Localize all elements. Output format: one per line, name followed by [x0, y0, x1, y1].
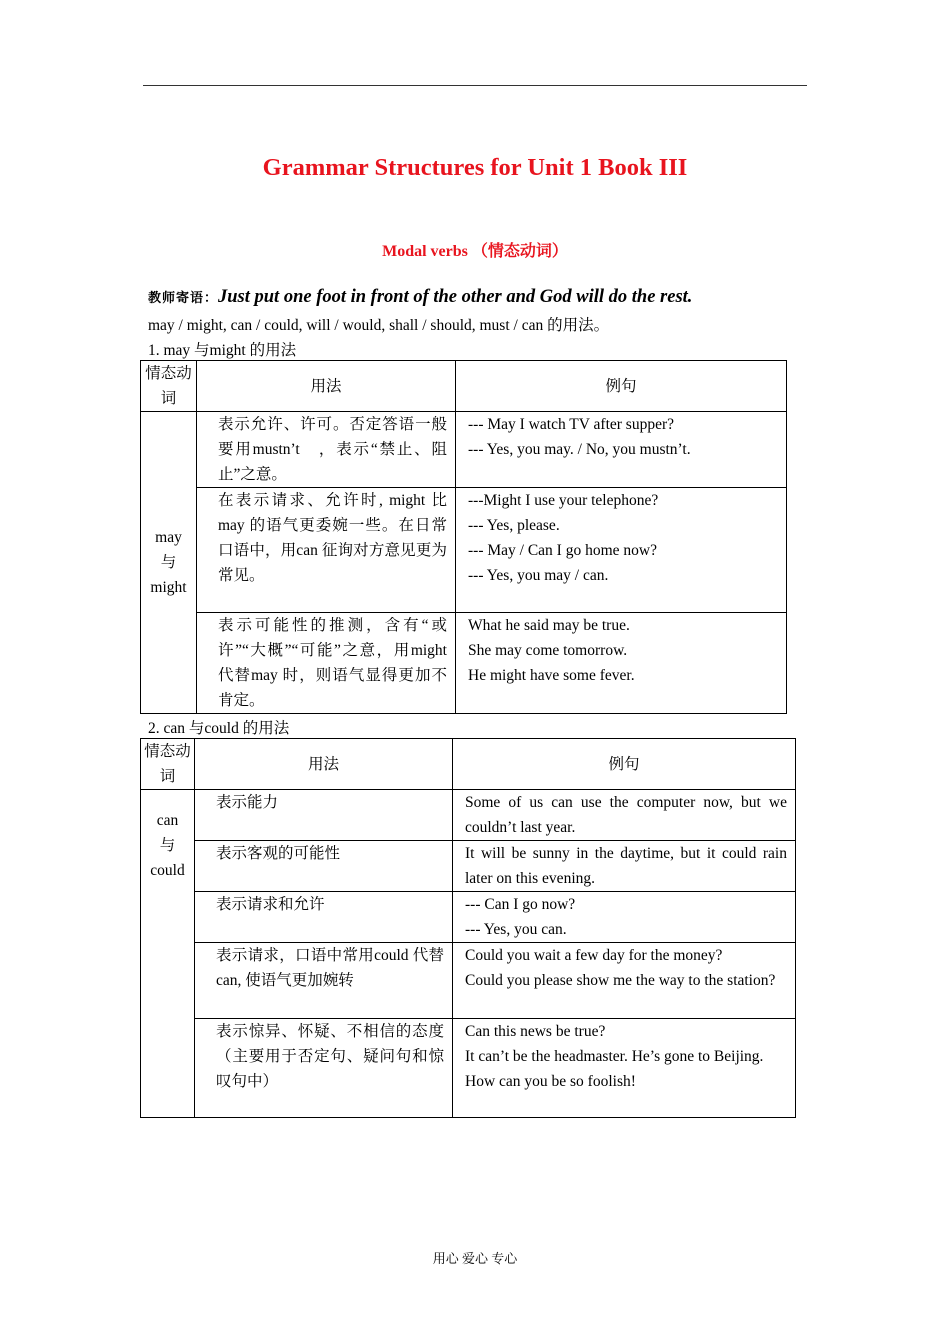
example-line: It will be sunny in the daytime, but it could rain later on this evening. — [465, 845, 787, 887]
example-line: She may come tomorrow. — [468, 642, 628, 659]
example-cell — [456, 412, 787, 488]
header-text: 情态动词 — [144, 743, 191, 785]
usage-cell: 表示客观的可能性 — [195, 841, 453, 892]
header-text: 用法 — [310, 377, 342, 395]
table-row — [141, 1019, 796, 1118]
example-line: It can’t be the headmaster. He’s gone to Beijing. — [465, 1048, 764, 1065]
example-line: What he said may be true. — [468, 617, 630, 634]
example-line: Some of us can use the computer now, but we couldn’t last year. — [465, 794, 787, 836]
example-cell — [453, 892, 796, 943]
usage-cell: 表示允许、许可。否定答语一般要用mustn’t ，表示“禁止、阻止”之意。 — [197, 412, 456, 488]
example-cell — [453, 841, 796, 892]
teacher-motto — [148, 287, 692, 308]
example-line: --- May / Can I go home now? — [468, 542, 657, 559]
header-examples — [456, 361, 787, 412]
example-line: --- Yes, you may / can. — [468, 567, 609, 584]
modal-cell — [141, 790, 195, 1118]
document-subtitle: Modal verbs （情态动词） — [382, 243, 568, 260]
table-row — [141, 841, 796, 892]
page-footer: 用心 爱心 专心 — [432, 1251, 518, 1266]
motto-label: 教师寄语： — [148, 290, 219, 305]
example-cell — [456, 488, 787, 613]
modal-cell — [141, 412, 197, 714]
example-line: Could you wait a few day for the money? — [465, 947, 723, 964]
example-line: --- Yes, you may. / No, you mustn’t. — [468, 441, 691, 458]
table-header-row — [141, 361, 787, 412]
header-text: 用法 — [307, 755, 339, 773]
table-row — [141, 488, 787, 613]
intro-line: may / might, can / could, will / would, shall / should, must / can 的用法。 — [148, 317, 610, 334]
modal-word: may — [155, 529, 182, 546]
usage-cell: 表示请求，口语中常用could 代替can, 使语气更加婉转 — [195, 943, 453, 1019]
header-text: 例句 — [605, 377, 637, 395]
header-examples — [453, 739, 796, 790]
example-cell — [453, 790, 796, 841]
example-line: Could you please show me the way to the station? — [465, 972, 776, 989]
modal-word: can — [156, 812, 179, 829]
section2-heading: 2. can 与could 的用法 — [148, 720, 290, 737]
modal-word: 与 — [159, 837, 176, 854]
header-text: 例句 — [608, 755, 640, 773]
document-title: Grammar Structures for Unit 1 Book III — [262, 154, 688, 181]
example-line: --- Yes, you can. — [465, 921, 567, 938]
modal-word: might — [150, 579, 187, 596]
may-might-table — [140, 360, 787, 714]
example-cell — [453, 943, 796, 1019]
example-line: He might have some fever. — [468, 667, 635, 684]
motto-quote: Just put one foot in front of the other and God will do the rest. — [218, 287, 693, 307]
can-could-table — [140, 738, 796, 1118]
header-text: 情态动词 — [145, 365, 192, 407]
section1-heading: 1. may 与might 的用法 — [148, 342, 297, 359]
usage-cell: 表示惊异、怀疑、不相信的态度（主要用于否定句、疑问句和惊叹句中） — [195, 1019, 453, 1118]
usage-cell: 表示可能性的推测，含有“或许”“大概”“可能”之意，用might 代替may 时，则语气显得更加不肯定。 — [197, 613, 456, 714]
example-cell — [456, 613, 787, 714]
table-row — [141, 892, 796, 943]
header-modal — [141, 739, 195, 790]
example-cell — [453, 1019, 796, 1118]
table-row — [141, 943, 796, 1019]
header-usage — [197, 361, 456, 412]
table-row — [141, 790, 796, 841]
example-line: --- Can I go now? — [465, 896, 576, 913]
header-modal — [141, 361, 197, 412]
table-row — [141, 613, 787, 714]
header-rule — [143, 85, 807, 86]
example-line: How can you be so foolish! — [465, 1073, 636, 1090]
modal-word: could — [150, 862, 185, 879]
modal-word: 与 — [160, 554, 177, 571]
table-row — [141, 412, 787, 488]
usage-cell: 表示请求和允许 — [195, 892, 453, 943]
usage-cell: 表示能力 — [195, 790, 453, 841]
example-line: --- May I watch TV after supper? — [468, 416, 675, 433]
example-line: ---Might I use your telephone? — [468, 492, 659, 509]
example-line: --- Yes, please. — [468, 517, 560, 534]
usage-cell: 在表示请求、允许时, might 比may 的语气更委婉一些。在日常口语中，用can 征询对方意见更为常见。 — [197, 488, 456, 613]
example-line: Can this news be true? — [465, 1023, 606, 1040]
header-usage — [195, 739, 453, 790]
table-header-row — [141, 739, 796, 790]
